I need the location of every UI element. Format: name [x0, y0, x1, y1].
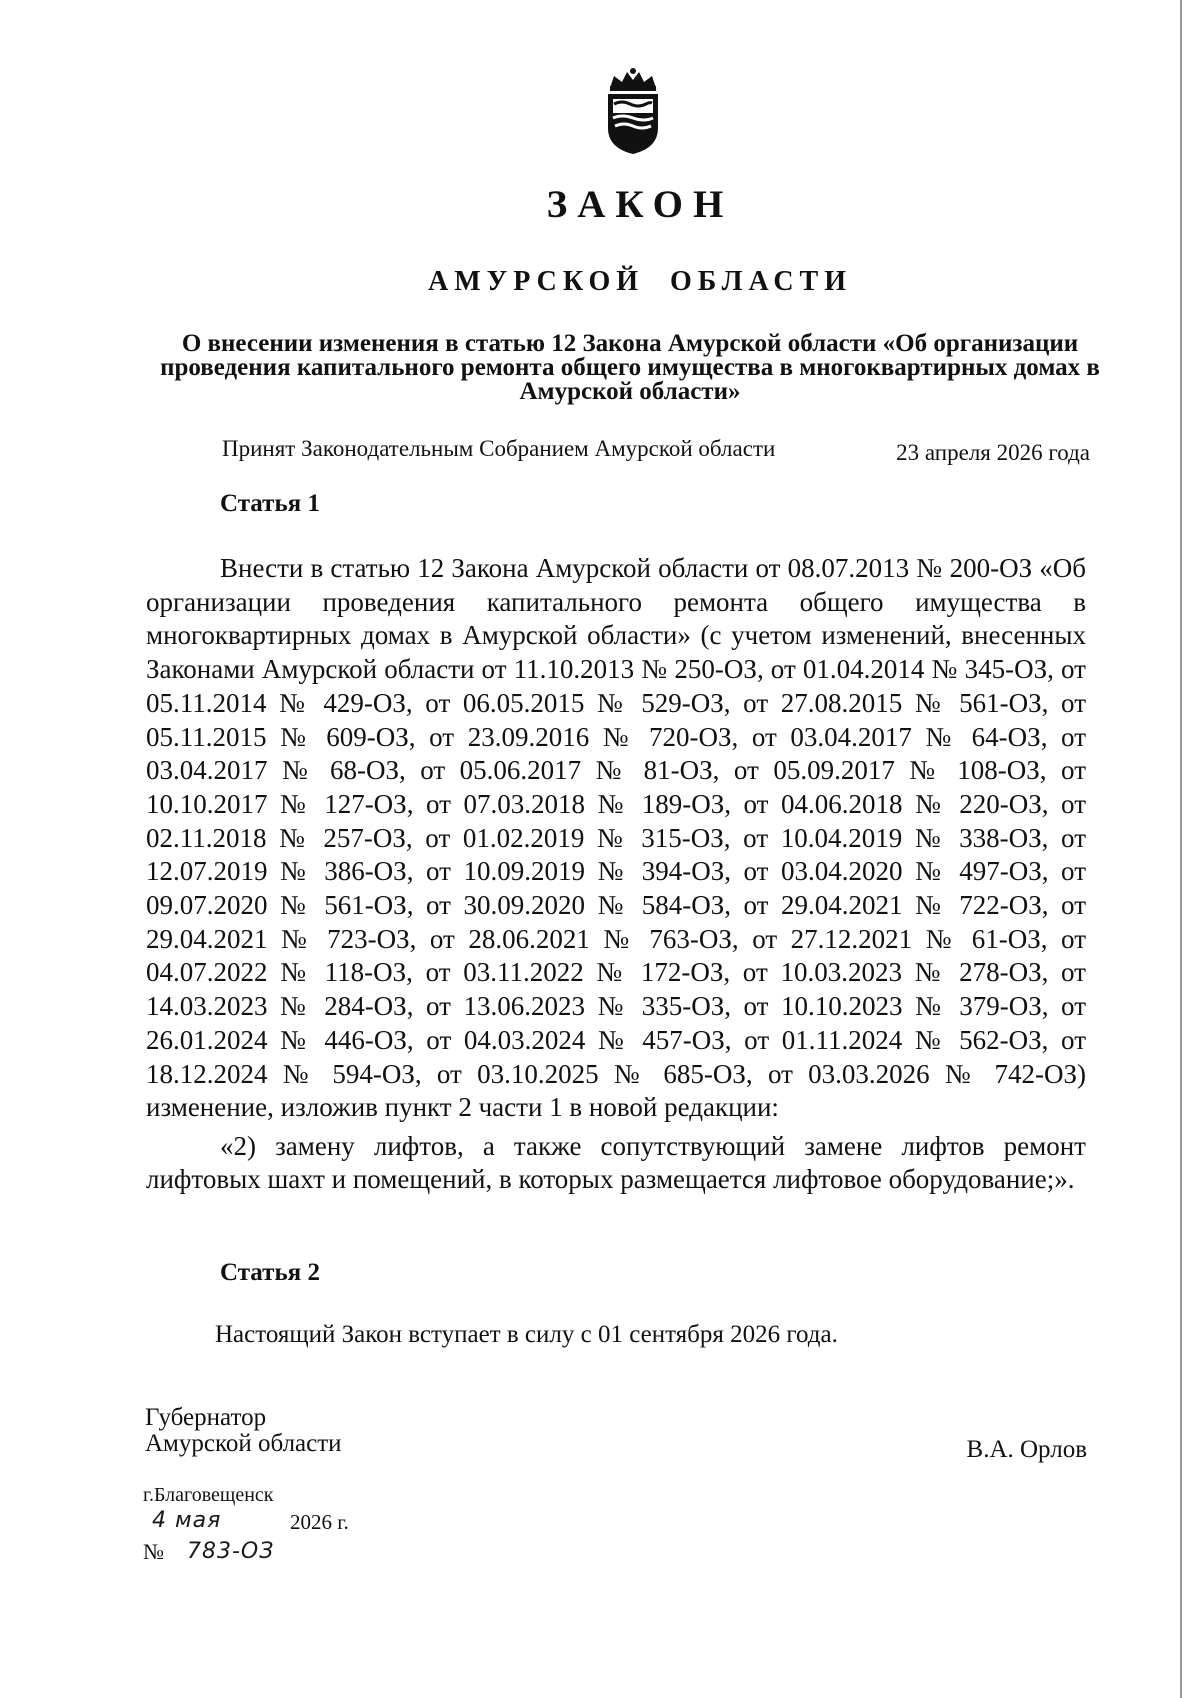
law-name-heading: О внесении изменения в статью 12 Закона Амурской области «Об организации проведения капитального ремонта общего имущества в многоквартирных домах в Амурской области»: [160, 330, 1100, 405]
adopted-date-text: 23 апреля 2026 года: [896, 440, 1090, 465]
signing-date: [152, 1508, 392, 1538]
signatory-position-line-1: Губернатор: [145, 1404, 267, 1431]
document-subtitle: [0, 266, 1200, 298]
article-2-heading: Статья 2: [220, 1259, 320, 1286]
subtitle-region-word: АМУРСКОЙ: [428, 266, 645, 297]
signatory-name: В.А. Орлов: [966, 1436, 1087, 1463]
article-1-paragraph-1: Внести в статью 12 Закона Амурской области от 08.07.2013 № 200-ОЗ «Об организации проведения капитального ремонта общего имущества в многоквартирных домах в Амурской области» (с учетом изменений, внесенных Законами Амурской области от 11.10.2013 № 250-ОЗ, от 01.04.2014 № 345-ОЗ, от 05.11.2014 № 429-ОЗ, от 06.05.2015 № 529-ОЗ, от 27.08.2015 № 561-ОЗ, от 05.11.2015 № 609-ОЗ, от 23.09.2016 № 720-ОЗ, от 03.04.2017 № 64-ОЗ, от 03.04.2017 № 68-ОЗ, от 05.06.2017 № 81-ОЗ, от 05.09.2017 № 108-ОЗ, от 10.10.2017 № 127-ОЗ, от 07.03.2018 № 189-ОЗ, от 04.06.2018 № 220-ОЗ, от 02.11.2018 № 257-ОЗ, от 01.02.2019 № 315-ОЗ, от 10.04.2019 № 338-ОЗ, от 12.07.2019 № 386-ОЗ, от 10.09.2019 № 394-ОЗ, от 03.04.2020 № 497-ОЗ, от 09.07.2020 № 561-ОЗ, от 30.09.2020 № 584-ОЗ, от 29.04.2021 № 722-ОЗ, от 29.04.2021 № 723-ОЗ, от 28.06.2021 № 763-ОЗ, от 27.12.2021 № 61-ОЗ, от 04.07.2022 № 118-ОЗ, от 03.11.2022 № 172-ОЗ, от 10.03.2023 № 278-ОЗ, от 14.03.2023 № 284-ОЗ, от 13.06.2023 № 335-ОЗ, от 10.10.2023 № 379-ОЗ, от 26.01.2024 № 446-ОЗ, от 04.03.2024 № 457-ОЗ, от 01.11.2024 № 562-ОЗ, от 18.12.2024 № 594-ОЗ, от 03.10.2025 № 685-ОЗ, от 03.03.2026 № 742-ОЗ) изменение, изложив пункт 2 части 1 в новой редакции:: [146, 553, 1086, 1123]
law-number: [143, 1539, 383, 1569]
handwritten-law-number: 783-ОЗ: [187, 1539, 275, 1564]
signing-year: 2026 г.: [290, 1510, 349, 1534]
signing-place: г.Благовещенск: [143, 1484, 274, 1506]
handwritten-date: 4 мая: [152, 1508, 222, 1533]
article-1-paragraph-2: «2) замену лифтов, а также сопутствующий замене лифтов ремонт лифтовых шахт и помещений, в которых размещается лифтовое оборудование;».: [146, 1131, 1086, 1194]
article-1-heading: Статья 1: [220, 490, 320, 517]
article-2-text: Настоящий Закон вступает в силу с 01 сентября 2026 года.: [215, 1321, 838, 1348]
coat-of-arms-emblem: [598, 66, 668, 156]
subtitle-oblast-word: ОБЛАСТИ: [670, 266, 852, 297]
signatory-position: [145, 1405, 342, 1457]
number-label: №: [143, 1539, 164, 1564]
scan-edge-line: [1180, 0, 1182, 1698]
adopted-by-text: Принят Законодательным Собранием Амурской области: [222, 436, 776, 461]
document-title: ЗАКОН: [546, 183, 734, 226]
signatory-position-line-2: Амурской области: [145, 1430, 342, 1457]
